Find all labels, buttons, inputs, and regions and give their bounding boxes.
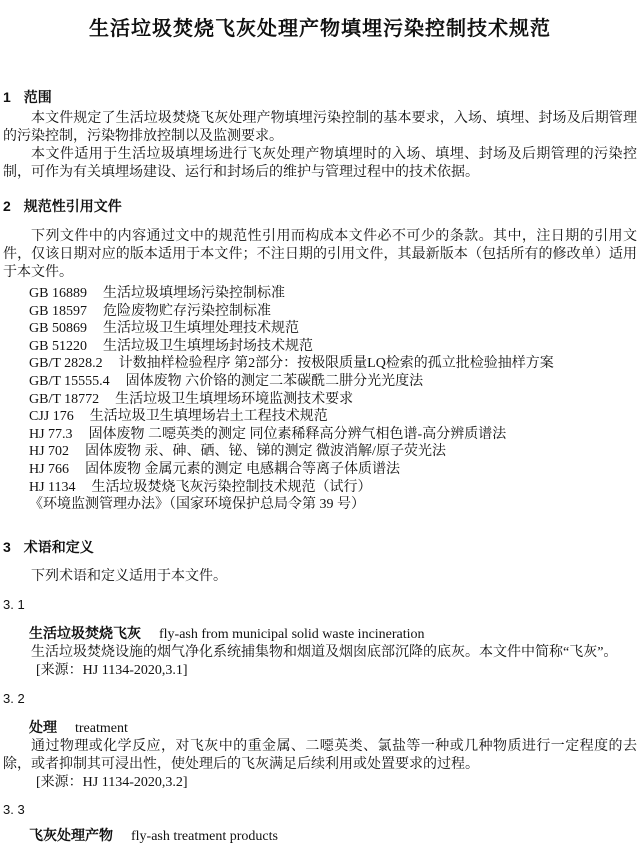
term-zh: 生活垃圾焚烧飞灰 [29,624,141,641]
document-title: 生活垃圾焚烧飞灰处理产物填埋污染控制技术规范 [89,18,551,40]
term-entry-3-2 [3,718,637,738]
section-1-heading [3,88,637,106]
section-1-paragraph-1: 本文件规定了生活垃圾焚烧飞灰处理产物填埋污染控制的基本要求，入场、填埋、封场及后期管理的污染控制，污染物排放控制以及监测要求。 [3,111,637,144]
term-source-3-1: [来源：HJ 1134-2020,3.1] [36,662,188,678]
section-2-heading [3,197,637,215]
normative-references-list [3,285,637,514]
reference-item [3,373,637,391]
section-1-paragraph-2: 本文件适用于生活垃圾填埋场进行飞灰处理产物填埋时的入场、填埋、封场及后期管理的污染控制，可作为有关填埋场建设、运行和封场后的维护与管理过程中的技术依据。 [3,147,637,180]
reference-item [3,461,637,479]
reference-name: 计数抽样检验程序 第2部分：按极限质量LQ检索的孤立批检验抽样方案 [118,356,554,372]
reference-name: 生活垃圾卫生填埋场封场技术规范 [102,338,313,354]
clause-number-3-2: 3. 2 [3,690,25,706]
reference-name: 生活垃圾卫生填埋场岩土工程技术规范 [89,409,328,425]
reference-name: 生活垃圾填埋场污染控制标准 [102,286,285,301]
clause-number-3-1: 3. 1 [3,596,25,612]
reference-item [3,285,637,303]
section-3-number: 3 [3,538,11,555]
reference-code: HJ 1134 [29,479,76,495]
reference-item [3,479,637,497]
section-2-number: 2 [3,198,11,214]
reference-code: GB 51220 [29,338,87,354]
reference-code: GB 18597 [29,303,87,319]
section-1-title: 范围 [23,89,52,105]
clause-number-3-3: 3. 3 [3,801,25,817]
reference-name: 危险废物贮存污染控制标准 [102,303,271,319]
term-zh: 飞灰处理产物 [29,826,113,843]
reference-name: 生活垃圾焚烧飞灰污染控制技术规范（试行） [91,479,372,495]
reference-code: GB/T 18772 [29,391,100,407]
reference-name: 固体废物 二噁英类的测定 同位素稀释高分辨气相色谱-高分辨质谱法 [88,426,507,442]
reference-item [3,355,637,373]
reference-item [3,320,637,338]
reference-code: GB/T 2828.2 [29,356,103,372]
term-en: fly-ash treatment products [131,828,278,844]
section-2-title: 规范性引用文件 [23,198,122,214]
reference-item [3,443,637,461]
reference-name: 生活垃圾卫生填埋场环境监测技术要求 [115,391,354,407]
reference-item [3,391,637,409]
term-source-3-2: [来源：HJ 1134-2020,3.2] [36,774,188,790]
term-entry-3-3 [3,826,637,845]
reference-code: HJ 77.3 [29,426,73,442]
term-zh: 处理 [29,718,57,735]
term-en: treatment [75,720,128,736]
reference-code: HJ 702 [29,444,70,460]
reference-code: GB 50869 [29,321,87,337]
reference-item [3,408,637,426]
reference-name: 固体废物 金属元素的测定 电感耦合等离子体质谱法 [85,461,401,477]
term-definition-3-2: 通过物理或化学反应，对飞灰中的重金属、二噁英类、氯盐等一种或几种物质进行一定程度的去除，或者抑制其可浸出性，使处理后的飞灰满足后续利用或处置要求的过程。 [3,738,637,772]
section-3-heading [3,538,637,556]
reference-code: GB/T 15555.4 [29,373,110,389]
reference-item [3,496,637,514]
term-definition-3-1: 生活垃圾焚烧设施的烟气净化系统捕集物和烟道及烟囱底部沉降的底灰。本文件中简称“飞灰”。 [31,644,618,660]
section-1-number: 1 [3,89,11,105]
reference-code: HJ 766 [29,461,70,477]
reference-item [3,338,637,356]
reference-item [3,426,637,444]
reference-item [3,303,637,321]
section-3-title: 术语和定义 [23,538,94,555]
term-en: fly-ash from municipal solid waste incineration [159,626,425,642]
reference-code: CJJ 176 [29,409,74,425]
reference-name: 生活垃圾卫生填埋处理技术规范 [102,321,299,337]
reference-name: 固体废物 六价铬的测定二苯碳酰二肼分光光度法 [125,373,424,389]
reference-code: GB 16889 [29,286,87,301]
reference-name: 《环境监测管理办法》（国家环境保护总局令第 39 号） [29,497,365,513]
term-entry-3-1 [3,624,637,644]
reference-name: 固体废物 汞、砷、硒、铋、锑的测定 微波消解/原子荧光法 [85,444,446,460]
section-2-intro: 下列文件中的内容通过文中的规范性引用而构成本文件必不可少的条款。其中，注日期的引用文件，仅该日期对应的版本适用于本文件；不注日期的引用文件，其最新版本（包括所有的修改单）适用于本文件。 [3,229,637,280]
section-3-intro: 下列术语和定义适用于本文件。 [31,568,227,584]
